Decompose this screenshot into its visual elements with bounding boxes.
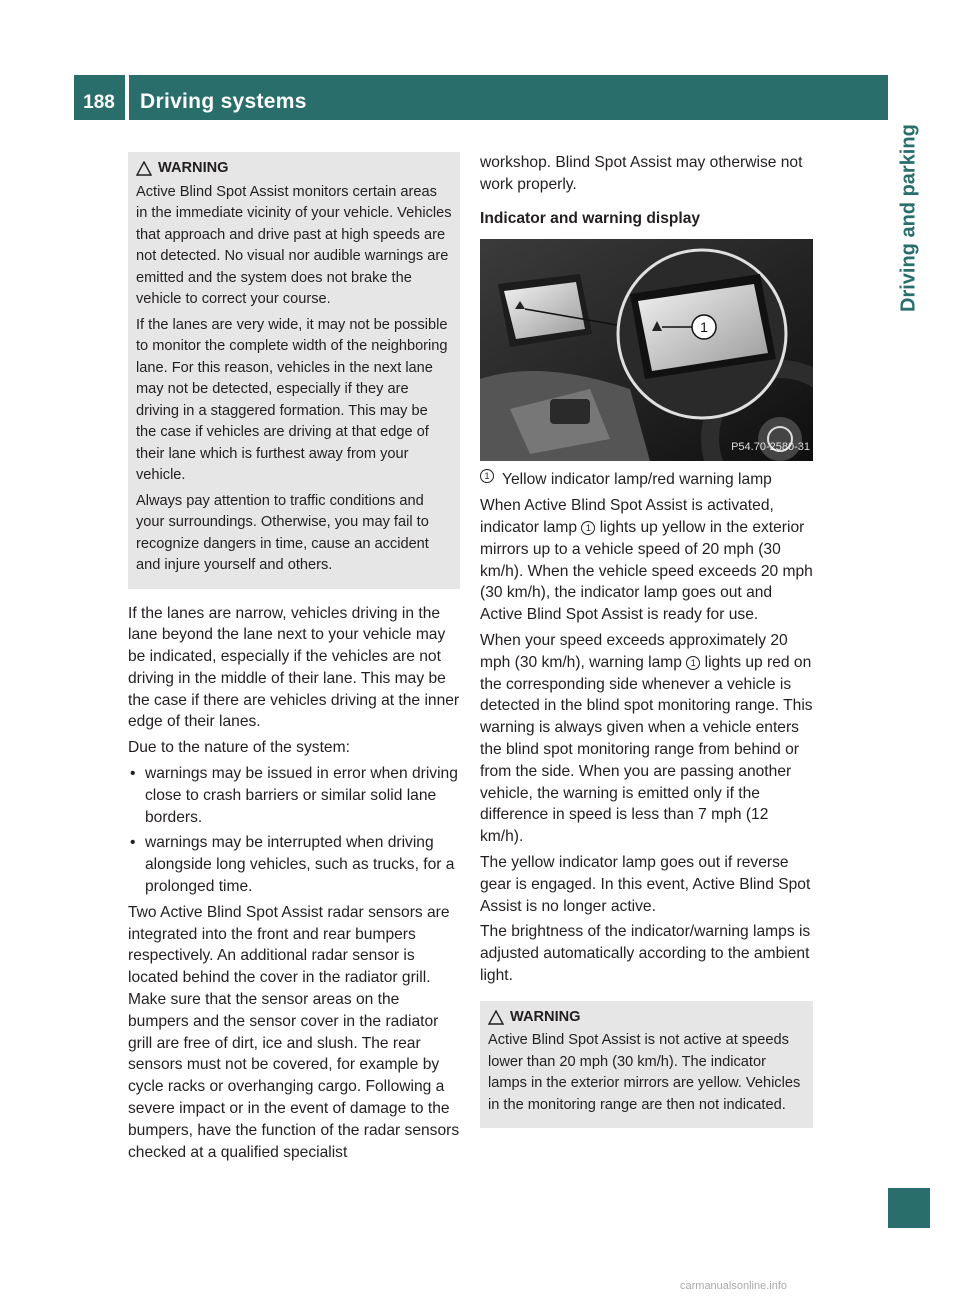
mirror-illustration [480, 239, 813, 461]
warning-box [480, 1001, 813, 1129]
header-divider [125, 75, 129, 120]
side-tab-label: Driving and parking [897, 124, 920, 312]
warning-box [128, 152, 460, 589]
page-number: 188 [83, 92, 115, 113]
section-heading: Indicator and warning display [480, 209, 701, 227]
body-paragraph: Two Active Blind Spot Assist radar sensors are integrated into the front and rear bumpers respectively. An additional radar sensor is located behind the cover in the radiator grill. Make sure that the sensor areas on the bumpers and the sensor cover in the radiator grill are free of dirt, ice and slush. The rear sensors must not be covered, for example by cycle racks or overhanging cargo. Following a severe impact or in the event of damage to the bumpers, have the function of the radar sensors checked at a qualified specialist [128, 903, 460, 1161]
list-item [128, 763, 460, 828]
callout-circle-icon: 1 [480, 469, 494, 483]
callout-circle-icon: 1 [686, 656, 700, 670]
warning-triangle-icon [488, 1010, 504, 1025]
right-column [480, 152, 813, 1142]
mirror-figure [480, 239, 813, 461]
left-column [128, 152, 460, 1167]
callout-number: 1 [700, 319, 708, 336]
body-paragraph: The brightness of the indicator/warning lamps is adjusted automatically according to the ambient light. [480, 923, 811, 984]
page-title: Driving systems [140, 90, 307, 113]
warning-label: WARNING [510, 1008, 581, 1025]
warning-paragraph: Active Blind Spot Assist monitors certain areas in the immediate vicinity of your vehicle. Vehicles that approach and drive past at high speeds are not detected. No visual nor audible warnings are emitted and the system does not brake the vehicle to correct your course. [136, 183, 452, 307]
list-item-text: warnings may be interrupted when driving alongside long vehicles, such as trucks, for a prolonged time. [145, 834, 455, 896]
side-tab [888, 120, 930, 400]
warning-header [136, 158, 452, 180]
body-paragraph: workshop. Blind Spot Assist may otherwise not work properly. [480, 154, 803, 193]
body-paragraph: Due to the nature of the system: [128, 739, 350, 757]
warning-paragraph: Active Blind Spot Assist is not active at speeds lower than 20 mph (30 km/h). The indicator lamps in the exterior mirrors are yellow. Vehicles in the monitoring range are then not indicated. [488, 1032, 801, 1113]
body-paragraph: The yellow indicator lamp goes out if reverse gear is engaged. In this event, Active Blind Spot Assist is no longer active. [480, 853, 811, 915]
warning-label: WARNING [158, 160, 229, 176]
list-item [128, 832, 460, 897]
body-paragraph: When your speed exceeds approximately 20 mph (30 km/h), warning lamp 1 lights up red on the corresponding side whenever a vehicle is detected in the blind spot monitoring range. This warning is always given when a vehicle enters the blind spot monitoring range from behind or from the side. When you are passing another vehicle, the warning is emitted only if the difference in speed is less than 7 mph (12 km/h). [480, 631, 813, 846]
legend-text: Yellow indicator lamp/red warning lamp [502, 471, 772, 489]
warning-header [488, 1007, 805, 1029]
side-block-marker [888, 1188, 930, 1228]
legend-item [480, 469, 813, 491]
figure-code: P54.70-2580-31 [731, 440, 810, 453]
body-paragraph: If the lanes are narrow, vehicles driving in the lane beyond the lane next to your vehicle may be indicated, especially if the vehicles are not driving in the middle of their lane. This may be the case if there are vehicles driving at the inner edge of their lanes. [128, 604, 460, 731]
body-paragraph: When Active Blind Spot Assist is activated, indicator lamp 1 lights up yellow in the exterior mirrors up to a vehicle speed of 20 mph (30 km/h). When the vehicle speed exceeds 20 mph (30 km/h), the indicator lamp goes out and Active Blind Spot Assist is ready for use. [480, 497, 813, 624]
warning-triangle-icon [136, 161, 152, 176]
footer-watermark: carmanualsonline.info [680, 1280, 788, 1292]
warning-paragraph: Always pay attention to traffic conditions and your surroundings. Otherwise, you may fail to recognize dangers in time, cause an accident and injure yourself and others. [136, 492, 429, 573]
callout-circle-icon: 1 [581, 521, 595, 535]
bullet-icon: • [130, 834, 136, 852]
warning-paragraph: If the lanes are very wide, it may not be possible to monitor the complete width of the neighboring lane. For this reason, vehicles in the next lane may not be detected, especially if they are driving in a staggered formation. This may be the case if vehicles are driving at that edge of their lane which is furthest away from your vehicle. [136, 316, 448, 483]
list-item-text: warnings may be issued in error when driving close to crash barriers or similar solid lane borders. [145, 765, 458, 826]
bullet-icon: • [130, 765, 136, 783]
